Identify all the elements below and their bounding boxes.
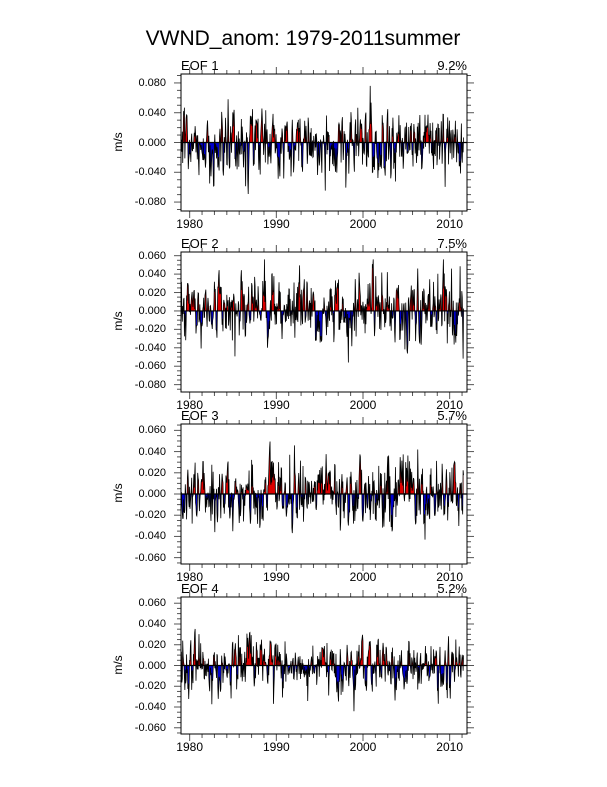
eof2-label: EOF 2: [181, 236, 219, 251]
x-axis-tick-label: 2000: [349, 740, 377, 754]
y-axis-tick-label: 0.000: [138, 660, 166, 672]
y-axis-tick-label: -0.020: [134, 323, 166, 335]
y-axis-tick-label: 0.060: [138, 597, 166, 609]
x-axis-tick-label: 1980: [176, 398, 203, 412]
y-axis-tick-label: 0.060: [138, 424, 166, 436]
y-axis-tick-label: 0.020: [138, 639, 166, 651]
y-axis-tick-label: -0.040: [134, 166, 166, 178]
x-axis-tick-label: 1980: [176, 217, 203, 231]
y-axis-tick-label: 0.020: [138, 467, 166, 479]
x-axis-tick-label: 2010: [436, 217, 463, 231]
x-axis-tick-label: 1980: [176, 570, 203, 584]
axis-ticks: [174, 245, 474, 399]
x-axis-tick-label: 2000: [349, 398, 377, 412]
x-axis-tick-label: 2010: [436, 398, 463, 412]
y-axis-tick-label: 0.040: [138, 107, 166, 119]
positive-anomaly-fill: [181, 86, 463, 143]
eof4-y-axis-unit-label: m/s: [111, 655, 125, 675]
x-axis-tick-label: 1980: [176, 740, 203, 754]
y-axis-tick-label: -0.040: [134, 530, 166, 542]
y-axis-tick-label: -0.060: [134, 552, 166, 564]
eof1-plot-area: [170, 63, 480, 227]
y-axis-tick-label: 0.080: [138, 77, 166, 89]
eof4-label: EOF 4: [181, 581, 219, 596]
y-axis-tick-label: 0.040: [138, 268, 166, 280]
eof3-y-axis-unit-label: m/s: [111, 483, 125, 503]
eof3-series-plot: [170, 413, 480, 575]
y-axis-tick-label: -0.040: [134, 701, 166, 713]
eof2-plot-area: [170, 241, 480, 408]
eof4-plot-area: [170, 586, 480, 750]
eof2-y-axis-unit-label: m/s: [111, 311, 125, 331]
eof1-panel: [0, 58, 607, 235]
y-axis-tick-label: -0.020: [134, 509, 166, 521]
y-axis-tick-label: 0.020: [138, 287, 166, 299]
eof3-label: EOF 3: [181, 408, 219, 423]
eof4-panel: [0, 581, 607, 758]
x-axis-tick-label: 2000: [349, 217, 377, 231]
y-axis-tick-label: 0.000: [138, 137, 166, 149]
y-axis-tick-label: 0.000: [138, 488, 166, 500]
x-axis-tick-label: 1990: [262, 217, 290, 231]
y-axis-tick-label: 0.040: [138, 618, 166, 630]
x-axis-tick-label: 1990: [262, 740, 290, 754]
eof3-panel: [0, 408, 607, 588]
x-axis-tick-label: 1990: [262, 570, 290, 584]
eof4-variance-percent: 5.2%: [437, 581, 467, 596]
axis-frame: [181, 252, 467, 392]
eof3-variance-percent: 5.7%: [437, 408, 467, 423]
eof1-y-axis-unit-label: m/s: [111, 132, 125, 152]
y-axis-tick-label: 0.060: [138, 250, 166, 262]
eof3-plot-area: [170, 413, 480, 580]
eof1-variance-percent: 9.2%: [437, 58, 467, 73]
y-axis-tick-label: 0.040: [138, 446, 166, 458]
eof2-variance-percent: 7.5%: [437, 236, 467, 251]
y-axis-tick-label: -0.060: [134, 722, 166, 734]
y-axis-tick-label: -0.080: [134, 379, 166, 391]
x-axis-tick-label: 2010: [436, 570, 463, 584]
eof1-label: EOF 1: [181, 58, 219, 73]
eof4-series-plot: [170, 586, 480, 745]
y-axis-tick-label: -0.060: [134, 360, 166, 372]
y-axis-tick-label: 0.000: [138, 305, 166, 317]
y-axis-tick-label: -0.020: [134, 680, 166, 692]
eof2-panel: [0, 236, 607, 416]
series-line: [181, 86, 463, 194]
figure-title: VWND_anom: 1979-2011summer: [145, 27, 461, 50]
eof1-series-plot: [170, 63, 480, 222]
x-axis-tick-label: 2000: [349, 570, 377, 584]
eof2-series-plot: [170, 241, 480, 403]
y-axis-tick-label: -0.080: [134, 196, 166, 208]
y-axis-tick-label: -0.040: [134, 342, 166, 354]
x-axis-tick-label: 2010: [436, 740, 463, 754]
series-line: [181, 629, 463, 711]
x-axis-tick-label: 1990: [262, 398, 290, 412]
